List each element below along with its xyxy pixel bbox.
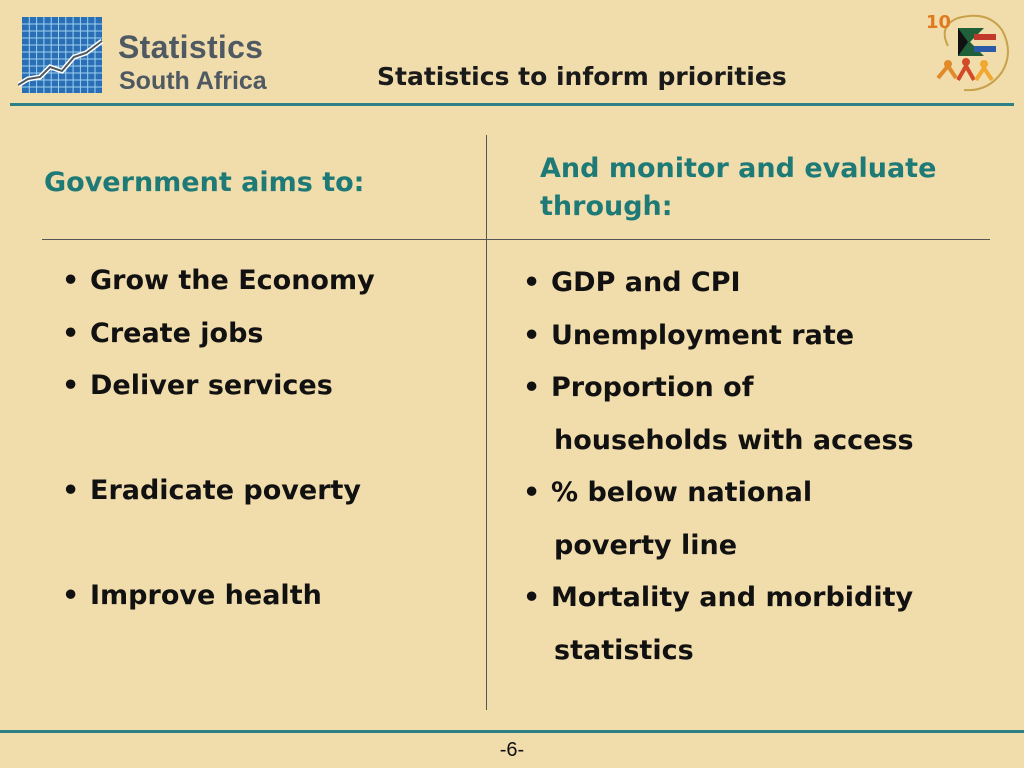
bullet-icon: • xyxy=(62,370,80,401)
bullet-icon: • xyxy=(523,477,541,508)
logo-name-line1: Statistics xyxy=(118,29,264,65)
slide-title: Statistics to inform priorities xyxy=(377,62,787,91)
logo-name-line2: South Africa xyxy=(119,67,267,95)
right-column-heading xyxy=(540,150,1010,226)
bullet-icon: • xyxy=(523,319,541,351)
bullet-icon: • xyxy=(62,317,80,349)
list-item: • Create jobs xyxy=(62,308,375,361)
svg-text:10: 10 xyxy=(926,12,952,33)
list-item: • % below national xyxy=(523,467,914,520)
list-item: • Deliver services xyxy=(62,360,375,413)
stats-sa-logo-icon xyxy=(18,17,104,97)
bullet-icon: • xyxy=(523,582,541,613)
left-column-heading: Government aims to: xyxy=(44,167,365,198)
aims-list xyxy=(62,255,375,623)
list-item: • Mortality and morbidity xyxy=(523,572,914,625)
list-item-continuation: statistics xyxy=(554,634,694,666)
list-item: • Grow the Economy xyxy=(62,255,375,308)
right-heading-line2: through: xyxy=(540,191,673,222)
list-item: • Proportion of xyxy=(523,362,914,415)
list-spacer xyxy=(62,413,375,466)
measures-list xyxy=(523,257,914,677)
bullet-icon: • xyxy=(62,580,80,611)
column-divider xyxy=(486,135,487,710)
list-item: • GDP and CPI xyxy=(523,257,914,310)
bullet-icon: • xyxy=(523,372,541,403)
bullet-icon: • xyxy=(62,265,80,296)
footer-divider xyxy=(0,730,1024,733)
list-item-continuation: poverty line xyxy=(554,529,738,561)
header-divider xyxy=(10,103,1014,106)
list-item-continuation: households with access xyxy=(554,424,914,456)
heading-divider xyxy=(42,239,990,240)
list-item: • Eradicate poverty xyxy=(62,465,375,518)
list-item: • Unemployment rate xyxy=(523,310,914,363)
list-item: • Improve health xyxy=(62,570,375,623)
list-spacer xyxy=(62,518,375,571)
page-number: -6- xyxy=(499,739,525,761)
bullet-icon: • xyxy=(523,267,541,298)
bullet-icon: • xyxy=(62,475,80,506)
ten-years-freedom-emblem xyxy=(918,6,1012,100)
right-heading-line1: And monitor and evaluate xyxy=(540,153,937,184)
